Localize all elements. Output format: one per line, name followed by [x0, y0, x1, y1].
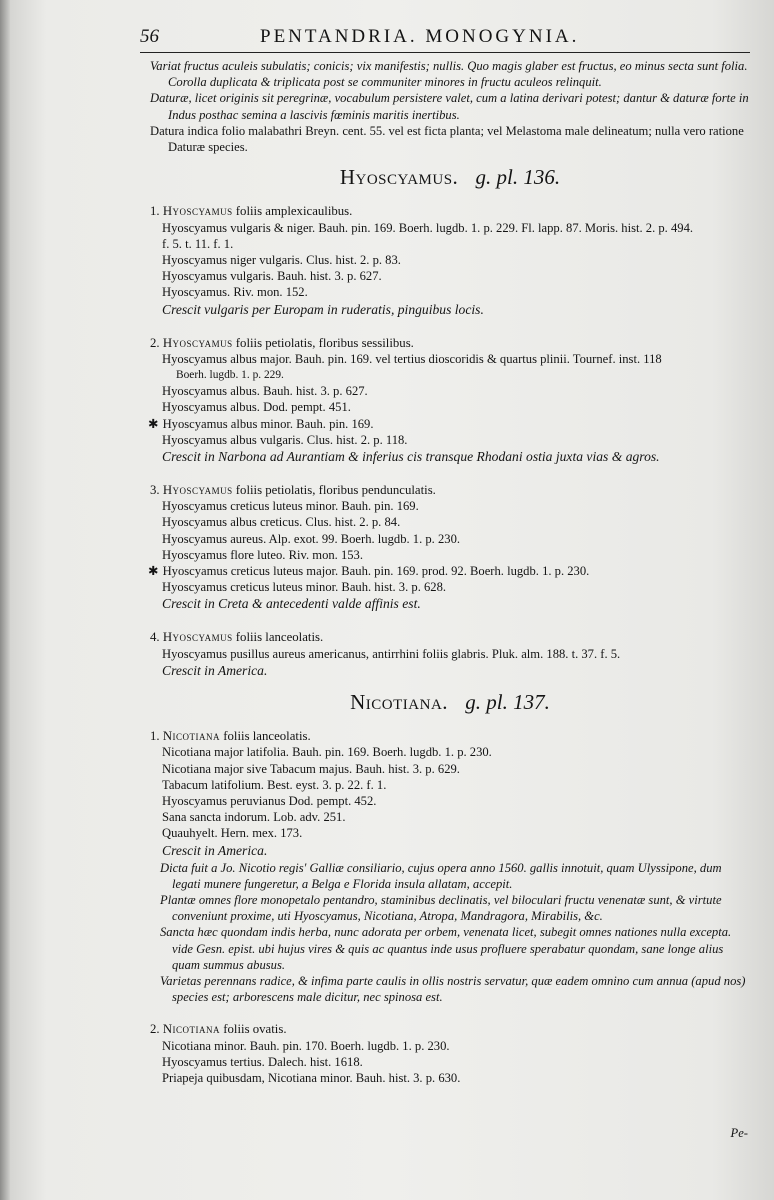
genus-heading-hyoscyamus — [150, 165, 750, 190]
species-diagnosis: foliis lanceolatis. — [235, 630, 324, 645]
species-diagnosis: foliis lanceolatis. — [223, 729, 311, 744]
page-number: 56 — [140, 26, 159, 47]
synonym-line: Hyoscyamus pusillus aureus americanus, antirrhini foliis glabris. Pluk. alm. 188. t. 37. f. 5. — [162, 646, 621, 661]
species-heading — [150, 482, 750, 498]
synonym-line: Hyoscyamus creticus luteus minor. Bauh. hist. 3. p. 628. — [162, 580, 447, 595]
page-header — [140, 22, 750, 53]
note-paragraph: Varietas perennans radice, & infima parte caulis in ollis nostris servatur, quæ eadem omnino cum annua (apud nos) species est; arborescens male dicitur, nec spinosa est. — [160, 973, 746, 1005]
synonym-line: Hyoscyamus albus creticus. Clus. hist. 2. p. 84. — [162, 515, 401, 530]
species-entry — [150, 629, 750, 679]
synonym-line: Hyoscyamus vulgaris. Bauh. hist. 3. p. 627. — [162, 269, 382, 284]
species-number: 4. — [150, 630, 160, 645]
species-diagnosis: foliis petiolatis, floribus pendunculatis. — [235, 483, 436, 498]
page-body — [150, 58, 750, 1086]
catchword: Pe- — [730, 1126, 748, 1140]
synonym-line: Nicotiana minor. Bauh. pin. 170. Boerh. lugdb. 1. p. 230. — [162, 1038, 450, 1053]
species-entry — [150, 203, 750, 318]
synonym-line: Hyoscyamus flore luteo. Riv. mon. 153. — [162, 547, 364, 562]
synonym-line: Hyoscyamus albus vulgaris. Clus. hist. 2. p. 118. — [162, 432, 408, 447]
species-heading — [150, 203, 750, 219]
species-genus-word: Hyoscyamus — [162, 335, 233, 350]
species-heading — [150, 728, 750, 744]
synonym-line: Hyoscyamus. Riv. mon. 152. — [162, 285, 308, 300]
synonym-line: Nicotiana major latifolia. Bauh. pin. 169. Boerh. lugdb. 1. p. 230. — [162, 745, 492, 760]
synonym-line: Quauhyelt. Hern. mex. 173. — [162, 826, 303, 841]
synonym-line: Boerh. lugdb. 1. p. 229. — [176, 369, 284, 382]
synonym-line: Hyoscyamus peruvianus Dod. pempt. 452. — [162, 793, 377, 808]
asterisk-marker: ✱ — [148, 564, 159, 579]
datura-note-variat: Variat fructus aculeis subulatis; conicis; vix manifestis; nullis. Quo magis glaber est fructus, eo minus secta sunt folia. Corolla duplicata & triplicata post se communiter minores in fructu aculeos relinquit. — [150, 59, 748, 90]
synonym-line: Hyoscyamus aureus. Alp. exot. 99. Boerh. lugdb. 1. p. 230. — [162, 531, 461, 546]
asterisk-marker: ✱ — [148, 416, 159, 431]
genus-heading-nicotiana — [150, 689, 750, 714]
species-diagnosis: foliis ovatis. — [223, 1022, 287, 1037]
datura-note-etymology: Daturæ, licet originis sit peregrinæ, vocabulum persistere valet, cum a latina derivari potest; dantur & daturæ forte in Indus posthac semina a lascivis fœminis maritis inertibus. — [150, 91, 749, 122]
species-heading — [150, 629, 750, 645]
synonym-line: ✱ Hyoscyamus albus minor. Bauh. pin. 169. — [148, 416, 374, 431]
species-number: 1. — [150, 729, 160, 744]
synonym-line: ✱ Hyoscyamus creticus luteus major. Bauh. pin. 169. prod. 92. Boerh. lugdb. 1. p. 230. — [148, 564, 590, 579]
species-number: 2. — [150, 1022, 160, 1037]
genus-reference: g. pl. 137. — [465, 689, 550, 714]
species-entry — [150, 482, 750, 613]
species-entry — [150, 335, 750, 466]
species-heading — [150, 1021, 750, 1037]
species-genus-word: Hyoscyamus — [162, 630, 233, 645]
species-number: 2. — [150, 335, 160, 350]
synonym-line: Sana sancta indorum. Lob. adv. 251. — [162, 810, 346, 825]
synonym-line: Nicotiana major sive Tabacum majus. Bauh. hist. 3. p. 629. — [162, 761, 460, 776]
genus-reference: g. pl. 136. — [475, 165, 561, 190]
synonym-line: Hyoscyamus niger vulgaris. Clus. hist. 2. p. 83. — [162, 253, 401, 268]
species-genus-word: Nicotiana — [162, 1022, 221, 1037]
species-heading — [150, 335, 750, 351]
habitat-line: Crescit in America. — [162, 662, 268, 678]
genus-name: Nicotiana. — [350, 689, 449, 714]
book-spine-shadow — [0, 0, 10, 1200]
synonym-line: Hyoscyamus vulgaris & niger. Bauh. pin. 169. Boerh. lugdb. 1. p. 229. Fl. lapp. 87. Moris. hist. 2. p. 494. — [162, 220, 694, 235]
synonym-line: Hyoscyamus albus. Bauh. hist. 3. p. 627. — [162, 384, 368, 399]
species-entry — [150, 1021, 750, 1086]
synonym-line: f. 5. t. 11. f. 1. — [162, 236, 234, 251]
species-number: 1. — [150, 204, 160, 219]
synonym-line: Hyoscyamus albus. Dod. pempt. 451. — [162, 400, 351, 415]
habitat-line: Crescit vulgaris per Europam in ruderatis, pinguibus locis. — [162, 301, 484, 317]
note-paragraph: Plantæ omnes flore monopetalo pentandro, staminibus declinatis, vel biloculari fructu venenatæ sunt, & virtute conveniunt proxime, uti Hyoscyamus, Nicotiana, Atropa, Mandragora, Mirabilis, &c. — [160, 892, 722, 924]
synonym-line: Hyoscyamus tertius. Dalech. hist. 1618. — [162, 1054, 363, 1069]
species-genus-word: Nicotiana — [162, 729, 221, 744]
species-diagnosis: foliis amplexicaulibus. — [235, 204, 353, 219]
synonym-line: Hyoscyamus creticus luteus minor. Bauh. pin. 169. — [162, 499, 419, 514]
genus-name: Hyoscyamus. — [339, 165, 459, 190]
datura-note-indica: Datura indica folio malabathri Breyn. cent. 55. vel est ficta planta; vel Melastoma male delineatum; nulla vero ratione Daturæ species. — [150, 123, 744, 155]
habitat-line: Crescit in Creta & antecedenti valde affinis est. — [162, 596, 421, 612]
species-genus-word: Hyoscyamus — [162, 483, 233, 498]
running-title: PENTANDRIA. MONOGYNIA. — [260, 26, 580, 47]
species-entry — [150, 728, 750, 1005]
habitat-line: Crescit in Narbona ad Aurantiam & inferius cis transque Rhodani ostia juxta vias & agros. — [162, 449, 660, 465]
habitat-line: Crescit in America. — [162, 842, 268, 858]
synonym-line: Tabacum latifolium. Best. eyst. 3. p. 22. f. 1. — [162, 777, 387, 792]
synonym-line: Priapeja quibusdam, Nicotiana minor. Bauh. hist. 3. p. 630. — [162, 1070, 461, 1085]
note-paragraph: Dicta fuit a Jo. Nicotio regis' Galliæ consiliario, cujus opera anno 1560. gallis innotuit, quam Ulyssipone, dum legati munere fungeretur, a Belga e Florida insula allatam, accepit. — [160, 860, 722, 891]
species-genus-word: Hyoscyamus — [162, 204, 233, 219]
species-number: 3. — [150, 483, 160, 498]
synonym-line: Hyoscyamus albus major. Bauh. pin. 169. vel tertius dioscoridis & quartus plinii. Tournef. inst. 118 — [162, 351, 662, 366]
note-paragraph: Sancta hæc quondam indis herba, nunc adorata per orbem, venenata licet, subegit omnes nationes nulla excepta. vide Gesn. epist. ubi hujus vires & quis ac quantus inde usus profluere sperabatur quondam, sane longe alius quam summus abusus. — [160, 925, 732, 972]
species-diagnosis: foliis petiolatis, floribus sessilibus. — [235, 335, 414, 350]
